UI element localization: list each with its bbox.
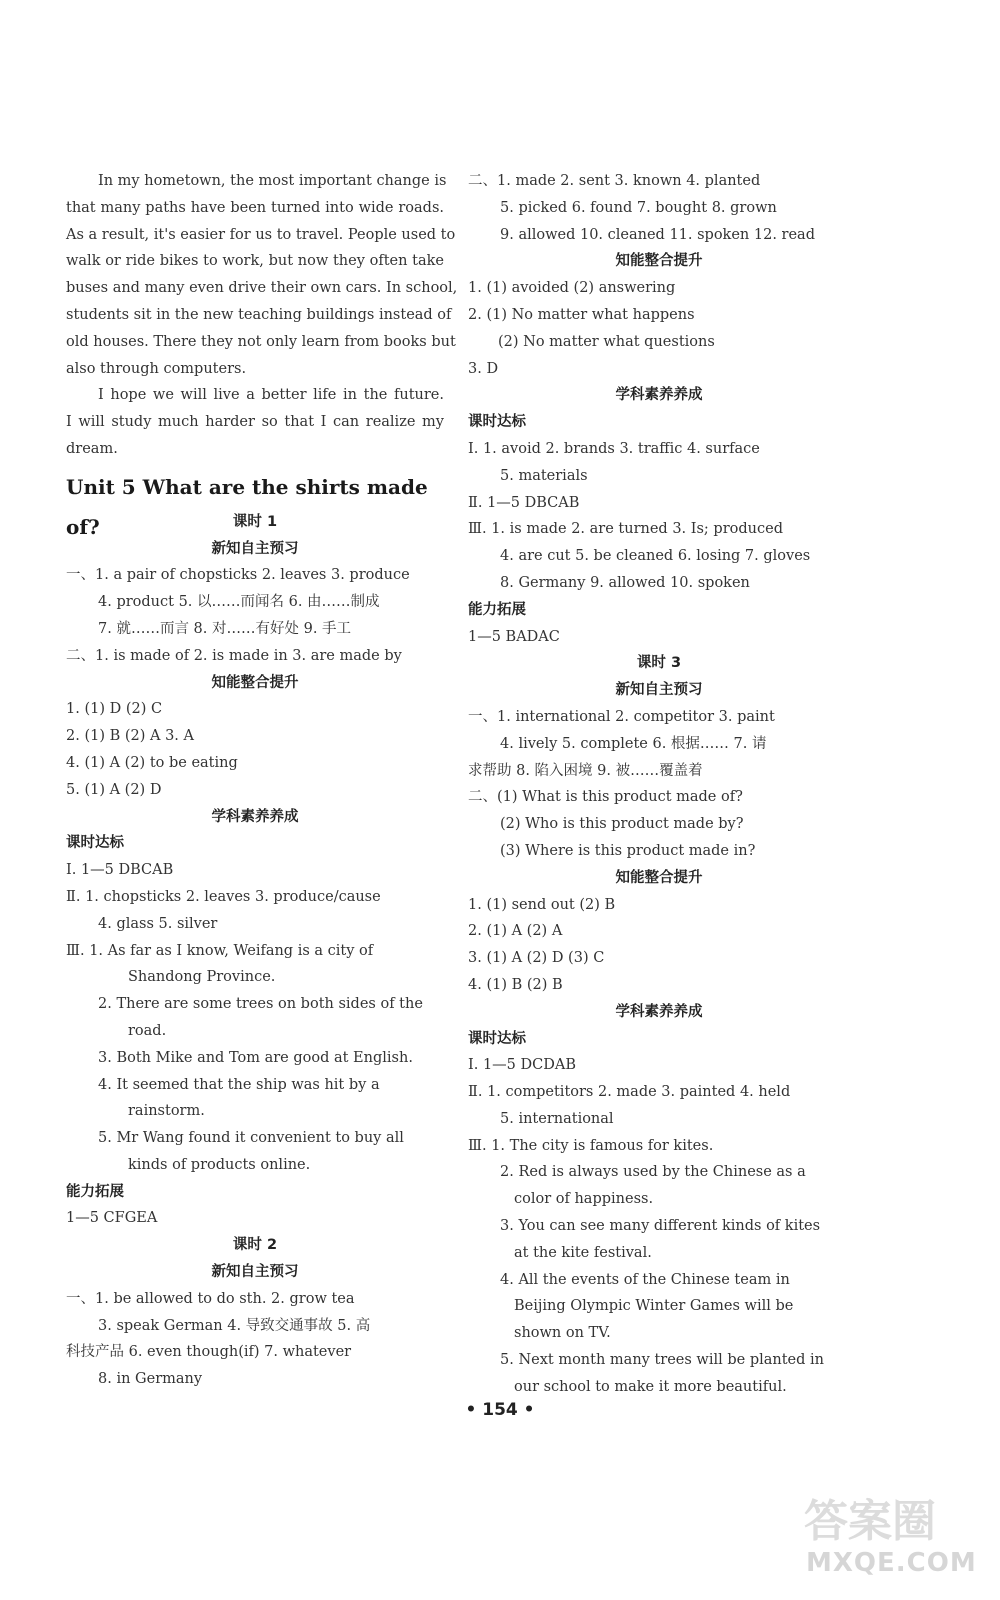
section-heading: 新知自主预习	[615, 682, 703, 699]
section-heading: 知能整合提升	[615, 869, 703, 886]
answer-line: Ⅲ. 1. is made 2. are turned 3. Is; produced	[468, 521, 783, 538]
answer-line: 1. (1) avoided (2) answering	[468, 280, 676, 297]
essay-line: that many paths have been turned into wide roads.	[66, 199, 444, 216]
answer-line: 科技产品 6. even though(if) 7. whatever	[66, 1344, 352, 1361]
essay-line: old houses. There they not only learn from books but	[66, 333, 456, 350]
answer-line: 7. 就……而言 8. 对……有好处 9. 手工	[98, 620, 352, 637]
essay-line: I hope we will live a better life in the future.	[98, 387, 444, 404]
essay-line: walk or ride bikes to work, but now they often take	[66, 253, 444, 270]
section-heading: 知能整合提升	[211, 674, 299, 691]
answer-line: 8. Germany 9. allowed 10. spoken	[500, 574, 750, 591]
answer-line: Ⅲ. 1. The city is famous for kites.	[468, 1137, 714, 1154]
subsection-heading: 能力拓展	[468, 601, 526, 618]
answer-line: Ⅱ. 1. competitors 2. made 3. painted 4. held	[468, 1084, 791, 1101]
answer-line: 5. (1) A (2) D	[66, 781, 162, 798]
answer-line: 3. (1) A (2) D (3) C	[468, 950, 605, 967]
answer-line: 4. product 5. 以……而闻名 6. 由……制成	[98, 594, 380, 611]
answer-line: 1—5 BADAC	[468, 628, 560, 645]
essay-line: In my hometown, the most important change is	[98, 173, 447, 189]
answer-line: at the kite festival.	[514, 1244, 652, 1261]
answer-line: 4. glass 5. silver	[98, 915, 218, 932]
answer-line: 二、1. made 2. sent 3. known 4. planted	[468, 173, 761, 189]
lesson-heading: 课时 2	[232, 1237, 278, 1254]
answer-line: 5. picked 6. found 7. bought 8. grown	[500, 199, 777, 216]
answer-line: 9. allowed 10. cleaned 11. spoken 12. read	[500, 226, 815, 243]
answer-line: 一、1. be allowed to do sth. 2. grow tea	[66, 1290, 355, 1307]
essay-line: also through computers.	[66, 360, 247, 377]
answer-line: 1. (1) send out (2) B	[468, 896, 616, 913]
answer-line: (2) No matter what questions	[498, 333, 715, 350]
answer-line: 3. You can see many different kinds of kites	[500, 1218, 821, 1235]
watermark-site: MXQE.COM	[806, 1548, 977, 1578]
answer-line: 一、1. international 2. competitor 3. paint	[468, 708, 775, 725]
section-heading: 学科素养养成	[615, 387, 703, 404]
watermark-logo-text: 答案圈	[804, 1496, 936, 1547]
answer-line: Beijing Olympic Winter Games will be	[514, 1298, 794, 1315]
page-number: • 154 •	[465, 1400, 535, 1420]
subsection-heading: 课时达标	[468, 1030, 526, 1047]
answer-line: 5. Mr Wang found it convenient to buy all	[98, 1130, 404, 1147]
lesson-heading: 课时 3	[636, 655, 682, 672]
essay-line: students sit in the new teaching buildings instead of	[66, 306, 452, 323]
left-column	[66, 168, 458, 1393]
answer-line: 3. Both Mike and Tom are good at English.	[98, 1049, 413, 1066]
answer-line: 4. (1) A (2) to be eating	[66, 754, 238, 771]
answer-line: 1—5 CFGEA	[66, 1210, 158, 1227]
answer-line: (2) Who is this product made by?	[500, 816, 744, 833]
answer-line: 2. There are some trees on both sides of the	[98, 996, 423, 1013]
section-heading: 新知自主预习	[211, 540, 299, 557]
answer-line: 5. materials	[500, 467, 588, 484]
section-heading: 学科素养养成	[211, 808, 299, 825]
answer-line: 求帮助 8. 陷入困境 9. 被……覆盖着	[468, 762, 703, 779]
answer-line: 3. speak German 4. 导致交通事故 5. 高	[98, 1317, 371, 1334]
unit-title: Unit 5 What are the shirts made of?	[66, 474, 428, 539]
answer-line: 4. lively 5. complete 6. 根据…… 7. 请	[500, 735, 767, 752]
answer-line: 二、1. is made of 2. is made in 3. are made by	[66, 647, 402, 664]
lesson-heading: 课时 1	[232, 513, 278, 530]
answer-line: Ⅱ. 1—5 DBCAB	[468, 494, 580, 511]
answer-line: Ⅰ. 1. avoid 2. brands 3. traffic 4. surface	[468, 440, 760, 457]
answer-line: 一、1. a pair of chopsticks 2. leaves 3. produce	[66, 567, 410, 584]
answer-line: Ⅱ. 1. chopsticks 2. leaves 3. produce/cause	[66, 888, 381, 905]
answer-line: our school to make it more beautiful.	[514, 1378, 787, 1395]
answer-line: Ⅰ. 1—5 DBCAB	[66, 862, 174, 879]
answer-line: 2. Red is always used by the Chinese as a	[500, 1164, 806, 1181]
subsection-heading: 课时达标	[66, 835, 124, 852]
answer-line: 1. (1) D (2) C	[66, 701, 163, 718]
answer-line: 2. (1) A (2) A	[468, 923, 563, 940]
right-column	[468, 168, 850, 1401]
answer-line: 2. (1) No matter what happens	[468, 306, 695, 323]
subsection-heading: 能力拓展	[66, 1183, 124, 1200]
answer-line: 3. D	[468, 360, 499, 377]
essay-line: As a result, it's easier for us to travel. People used to	[66, 226, 456, 243]
answer-line: rainstorm.	[128, 1103, 205, 1120]
answer-line: Ⅰ. 1—5 DCDAB	[468, 1057, 576, 1074]
answer-line: 8. in Germany	[98, 1371, 203, 1388]
answer-line: road.	[128, 1022, 167, 1039]
answer-line: 4. (1) B (2) B	[468, 976, 563, 993]
section-heading: 学科素养养成	[615, 1003, 703, 1020]
section-heading: 知能整合提升	[615, 253, 703, 270]
answer-line: Shandong Province.	[128, 969, 276, 986]
answer-line: kinds of products online.	[128, 1156, 311, 1173]
answer-line: 5. Next month many trees will be planted in	[500, 1352, 825, 1369]
answer-line: 2. (1) B (2) A 3. A	[66, 728, 195, 745]
answer-line: 4. It seemed that the ship was hit by a	[98, 1076, 380, 1093]
subsection-heading: 课时达标	[468, 414, 526, 431]
answer-line: color of happiness.	[514, 1191, 654, 1208]
answer-line: 5. international	[500, 1110, 614, 1127]
answer-line: (3) Where is this product made in?	[500, 842, 756, 859]
answer-line: shown on TV.	[514, 1325, 611, 1342]
essay-line: buses and many even drive their own cars. In school,	[66, 280, 458, 297]
section-heading: 新知自主预习	[211, 1264, 299, 1281]
essay-line: dream.	[66, 440, 118, 457]
answer-line: Ⅲ. 1. As far as I know, Weifang is a city of	[66, 942, 374, 959]
answer-line: 4. are cut 5. be cleaned 6. losing 7. gloves	[500, 548, 811, 565]
answer-line: 4. All the events of the Chinese team in	[500, 1271, 790, 1288]
essay-line: I will study much harder so that I can realize my	[66, 414, 444, 431]
answer-line: 二、(1) What is this product made of?	[468, 789, 743, 806]
